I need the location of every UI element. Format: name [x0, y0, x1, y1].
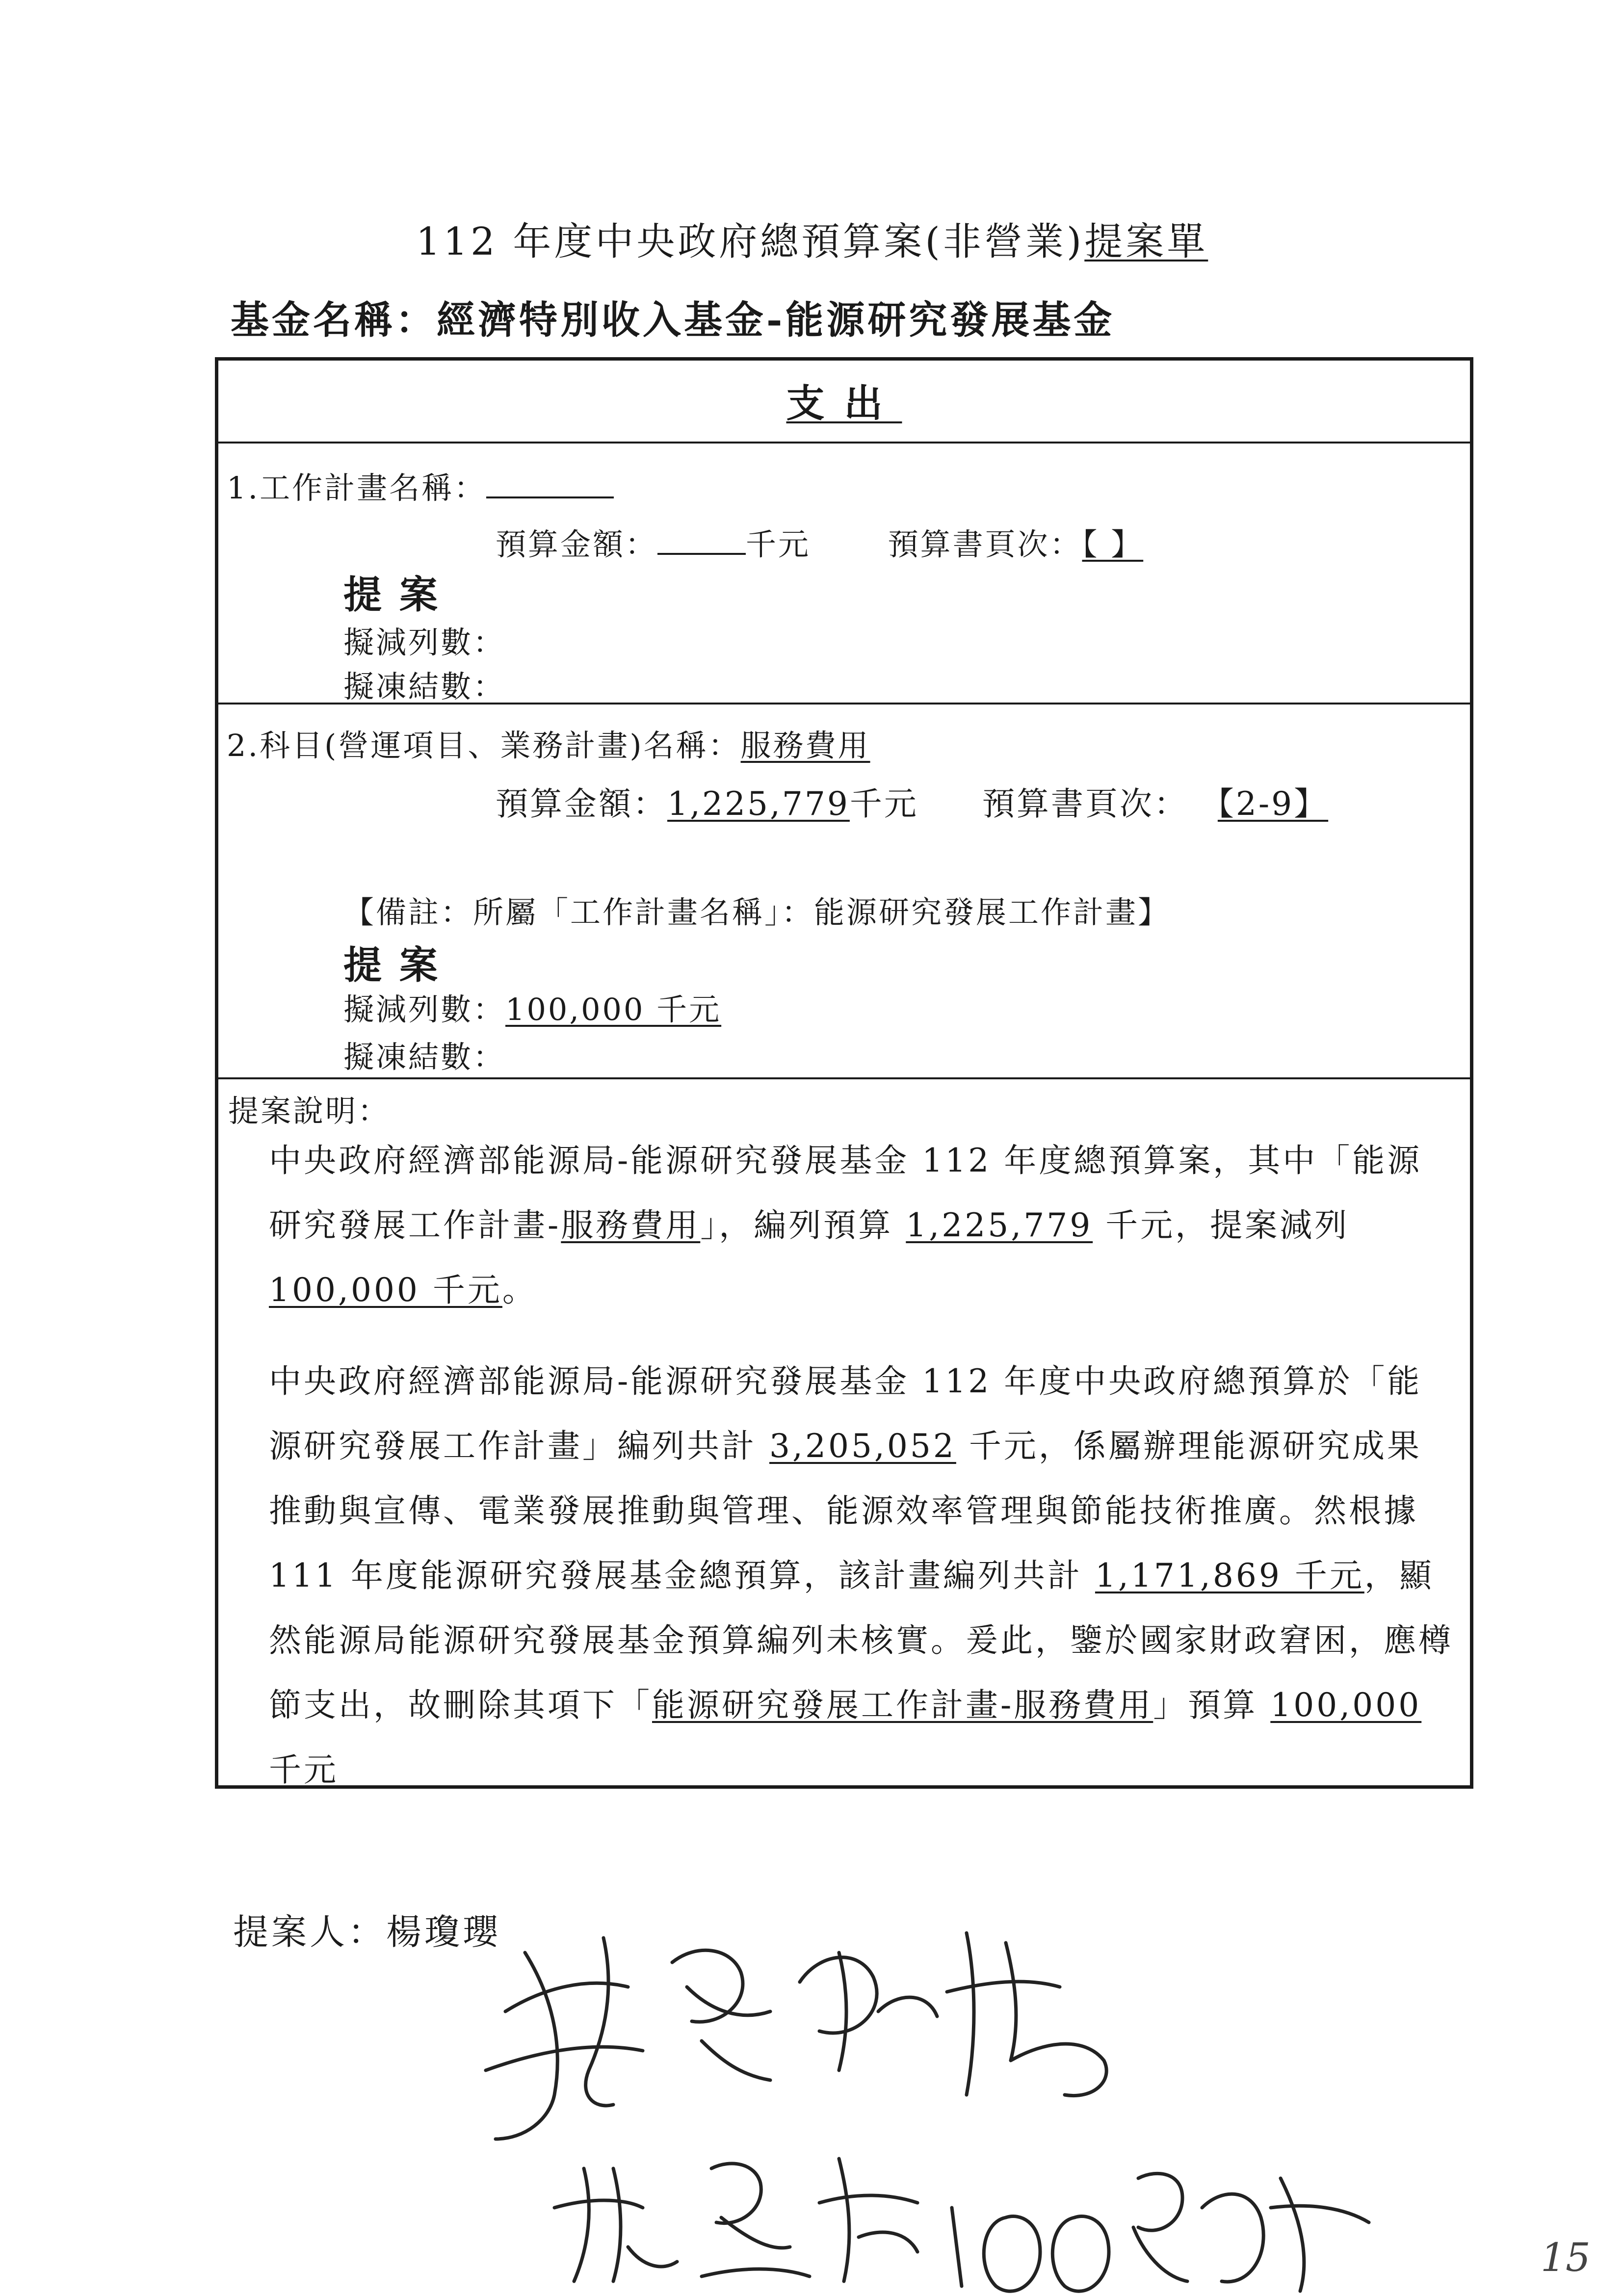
signature-stroke	[1052, 2217, 1109, 2292]
item1-reduce: 擬減列數：	[343, 625, 506, 660]
signature-stroke	[554, 2168, 677, 2281]
title-tail: 提案單	[1084, 220, 1208, 264]
proposer-line: 提案人：楊瓊瓔	[233, 1911, 501, 1953]
explanation-paragraph-1: 中央政府經濟部能源局-能源研究發展基金 112 年度總預算案，其中「能源研究發展工作計畫-服務費用」，編列預算 1,225,779 千元，提案減列 100,000 千元。	[269, 1142, 1422, 1309]
document-title	[0, 211, 1624, 266]
item2-reduce-value: 100,000 千元	[505, 991, 722, 1027]
divider-item2	[215, 1077, 1473, 1079]
item2-remark: 【備註：所屬「工作計畫名稱」：能源研究發展工作計畫】	[343, 894, 1171, 930]
item2-budget-line: 預算金額：1,225,779千元 預算書頁次： 【2-9】	[496, 778, 1367, 824]
fund-name: 經濟特別收入基金-能源研究發展基金	[437, 298, 1115, 342]
handwritten-signatures	[466, 1864, 1398, 2296]
item2-reduce-line: 擬減列數：100,000 千元	[343, 991, 722, 1027]
divider-header	[215, 442, 1473, 444]
title-main: 112 年度中央政府總預算案(非營業)	[416, 220, 1085, 264]
item1-blank	[486, 467, 614, 498]
signature-stroke	[672, 1950, 770, 2080]
item2-label-line: 2.科目(營運項目、業務計畫)名稱：服務費用	[227, 721, 875, 765]
signature-stroke	[486, 1938, 643, 2139]
item2-proposal-heading: 提案	[343, 943, 456, 988]
explanation-paragraph-2: 中央政府經濟部能源局-能源研究發展基金 112 年度中央政府總預算於「能源研究發展工作計畫」編列共計 3,205,052 千元，係屬辦理能源研究成果推動與宣傳、電業發展推動與管理、能源效率管理與節能技術推廣。然根據 111 年度能源研究發展基金總預算，該計畫編列共計 1,171,869 千元，顯然能源局能源研究發展基金預算編列未核實。爰此，鑒於國家財政窘困，應樽節支出，故刪除其項下「能源研究發展工作計畫-服務費用」預算 100,000 千元	[269, 1362, 1453, 1789]
signature-stroke	[819, 2159, 917, 2281]
item2-freeze: 擬凍結數：	[343, 1039, 506, 1075]
item1-budget-blank	[657, 523, 746, 555]
explanation-heading: 提案說明：	[228, 1093, 391, 1129]
signature-stroke	[984, 2217, 1040, 2292]
item2-budget-value: 1,225,779	[667, 785, 850, 823]
item2-name: 服務費用	[740, 728, 870, 763]
signature-stroke	[702, 2164, 810, 2276]
fund-label: 基金名稱：	[231, 298, 437, 342]
section-title: 支出	[786, 381, 902, 426]
page-number: 15	[1541, 2235, 1591, 2280]
signature-stroke	[800, 1953, 937, 2070]
signature-stroke	[952, 2208, 962, 2286]
signature-stroke	[1133, 2173, 1369, 2291]
item1-freeze: 擬凍結數：	[343, 669, 506, 704]
item2-page-value: 【2-9】	[1217, 785, 1329, 823]
proposer-name: 楊瓊瓔	[386, 1911, 501, 1953]
fund-line	[231, 289, 1115, 344]
item1-proposal-heading: 提案	[343, 573, 456, 617]
item1-budget-line: 預算金額： 千元 預算書頁次：【 】	[496, 520, 1182, 564]
signature-stroke	[947, 1933, 1106, 2096]
item1-label: 1.工作計畫名稱：	[227, 464, 614, 507]
